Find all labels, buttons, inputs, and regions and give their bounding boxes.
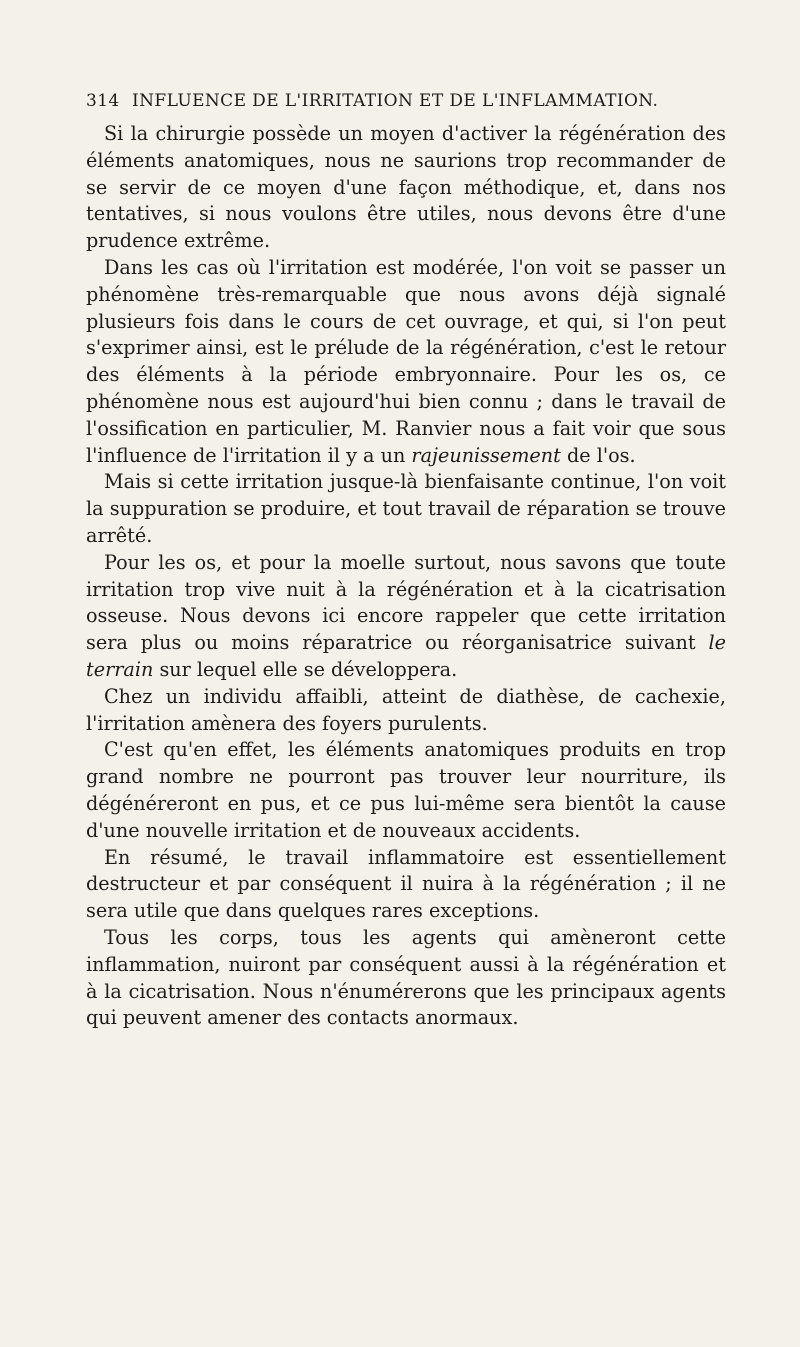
paragraph-2 bbox=[86, 255, 726, 469]
paragraph-2-text-start: Dans les cas où l'irritation est modérée, l'on voit se passer un phénomène très-remarquable que nous avons déjà signalé plusieurs fois dans le cours de cet ouvrage, et qui, si l'on peut s'exprimer ainsi, est le prélude de la régénération, c'est le retour des éléments à la période embryonnaire. Pour les os, ce phénomène nous est aujourd'hui bien connu ; dans le travail de l'ossification en particulier, M. Ranvier nous a fait voir que sous l'influence de l'irritation il y a un bbox=[86, 255, 726, 467]
paragraph-2-text-end: de l'os. bbox=[560, 443, 636, 467]
paragraph-4 bbox=[86, 550, 726, 684]
page-number: 314 bbox=[86, 91, 120, 111]
paragraph-1: Si la chirurgie possède un moyen d'activer la régénération des éléments anatomiques, nous ne saurions trop recommander de se servir de ce moyen d'une façon méthodique, et, dans nos tentatives, si nous voulons être utiles, nous devons être d'une prudence extrême. bbox=[86, 122, 726, 253]
paragraph-4-text-end: sur lequel elle se développera. bbox=[153, 657, 458, 681]
paragraph-6: C'est qu'en effet, les éléments anatomiques produits en trop grand nombre ne pourront pas trouver leur nourriture, ils dégénéreront en pus, et ce pus lui-même sera bientôt la cause d'une nouvelle irritation et de nouveaux accidents. bbox=[86, 738, 726, 842]
body-text bbox=[86, 121, 726, 1032]
paragraph-5: Chez un individu affaibli, atteint de diathèse, de cachexie, l'irritation amènera des foyers purulents. bbox=[86, 684, 726, 735]
running-title: INFLUENCE DE L'IRRITATION ET DE L'INFLAMMATION. bbox=[132, 91, 659, 111]
paragraph-4-text-start: Pour les os, et pour la moelle surtout, nous savons que toute irritation trop vive nuit à la régénération et à la cicatrisation osseuse. Nous devons ici encore rappeler que cette irritation sera plus ou moins réparatrice ou réorganisatrice suivant bbox=[86, 550, 726, 655]
italic-term-rajeunissement: rajeunissement bbox=[411, 443, 561, 467]
paragraph-7: En résumé, le travail inflammatoire est essentiellement destructeur et par conséquent il nuira à la régénération ; il ne sera utile que dans quelques rares exceptions. bbox=[86, 845, 726, 923]
paragraph-3: Mais si cette irritation jusque-là bienfaisante continue, l'on voit la suppuration se produire, et tout travail de réparation se trouve arrêté. bbox=[86, 470, 726, 547]
paragraph-8: Tous les corps, tous les agents qui amèneront cette inflammation, nuiront par conséquent aussi à la régénération et à la cicatrisation. Nous n'énumérerons que les principaux agents qui peuvent amener des contacts anormaux. bbox=[86, 925, 726, 1030]
running-head bbox=[86, 91, 726, 117]
italic-term-le-terrain: le terrain bbox=[86, 631, 726, 681]
